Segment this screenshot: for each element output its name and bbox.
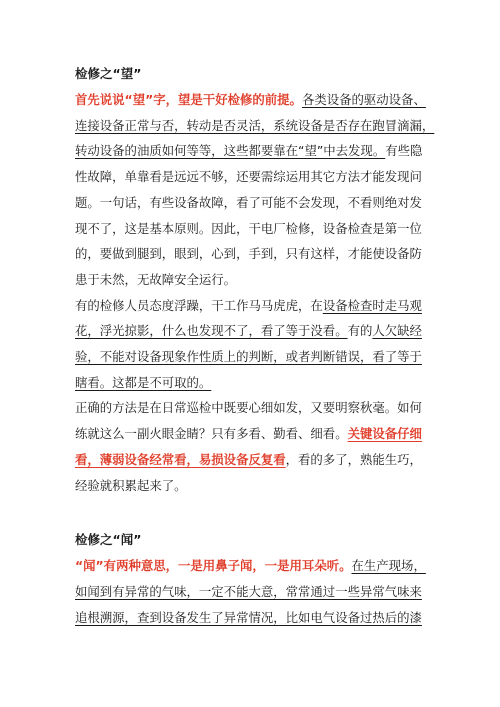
body-text: ，看的多了，熟能生巧， — [285, 451, 422, 467]
paragraph-wen-intro — [75, 553, 435, 630]
underlined-text: 在生产现场， — [351, 558, 426, 574]
paragraph-wang-intro — [75, 87, 435, 293]
underlined-text: 各类设备的驱动设备、 — [301, 92, 426, 107]
underlined-text: 追根溯源，查到设备发生了异常情况，比如电气设备过热后的漆 — [75, 609, 422, 625]
underlined-text: 如闻到有异常的气味，一定不能大意，常常通过一些异常气味来 — [75, 583, 422, 599]
text-line — [75, 293, 435, 319]
highlight-text: “闻”有两种意思，一是用鼻子闻，一是用耳朵听。 — [75, 558, 352, 574]
highlight-text: 首先说说“望”字，望是干好检修的前提。 — [75, 92, 302, 107]
underlined-text: 连接设备正常与否，转动是否灵活，系统设备是否存在跑冒滴漏， — [75, 117, 435, 133]
text-line — [75, 605, 435, 631]
text-line — [75, 579, 435, 605]
text-line — [75, 447, 435, 473]
section-heading-wen: 检修之“闻” — [75, 532, 142, 548]
paragraph-wang-mistakes — [75, 293, 435, 396]
body-text: 有的检修人员态度浮躁，干工作马马虎虎，在 — [75, 297, 323, 313]
text-line: 患于未然，无故障安全运行。 — [75, 271, 237, 287]
underlined-text: 人欠缺经 — [372, 323, 422, 339]
text-line: 的，要做到腿到，眼到，心到，手到，只有这样，才能使设备防 — [75, 246, 422, 262]
underlined-text: 花，浮光掠影，什么也发现不了，看了等于没看。 — [75, 323, 348, 339]
highlight-text: 看，薄弱设备经常看，易损设备反复看 — [75, 451, 286, 467]
text-line — [75, 421, 435, 447]
document-page — [75, 64, 435, 630]
text-line — [75, 344, 435, 370]
text-line — [75, 138, 435, 164]
text-line — [75, 113, 435, 139]
underlined-text: 设备检查时走马观 — [322, 297, 422, 313]
body-text: 有的 — [347, 323, 373, 339]
underlined-text: 验，不能对设备现象作性质上的判断，或者判断错误，看了等于 — [75, 349, 422, 365]
highlight-text: 关键设备仔细 — [347, 426, 422, 442]
body-text: 有些隐 — [385, 143, 423, 159]
underlined-text: 瞎看。这都是不可取的。 — [75, 374, 212, 390]
body-text: 练就这么一副火眼金睛？只有多看、勤看、细看。 — [75, 426, 348, 442]
text-line: 经验就积累起来了。 — [75, 477, 187, 493]
text-line — [75, 553, 435, 579]
underlined-text: 转动设备的油质如何等等，这些都要靠在“望”中去发现。 — [75, 143, 386, 159]
text-line: 题。一句话，有些设备故障，看了可能不会发现，不看则绝对发 — [75, 194, 422, 210]
text-line — [75, 87, 435, 113]
paragraph-wang-method — [75, 395, 435, 498]
section-spacer — [75, 498, 435, 530]
text-line: 性故障，单靠看是远远不够，还要需综运用其它方法才能发现问 — [75, 169, 422, 185]
text-line — [75, 318, 435, 344]
text-line — [75, 370, 435, 396]
text-line: 现不了，这是基本原则。因此，干电厂检修，设备检查是第一位 — [75, 220, 422, 236]
text-line: 正确的方法是在日常巡检中既要心细如发，又要明察秋毫。如何 — [75, 400, 422, 416]
section-heading-wang: 检修之“望” — [75, 66, 142, 81]
